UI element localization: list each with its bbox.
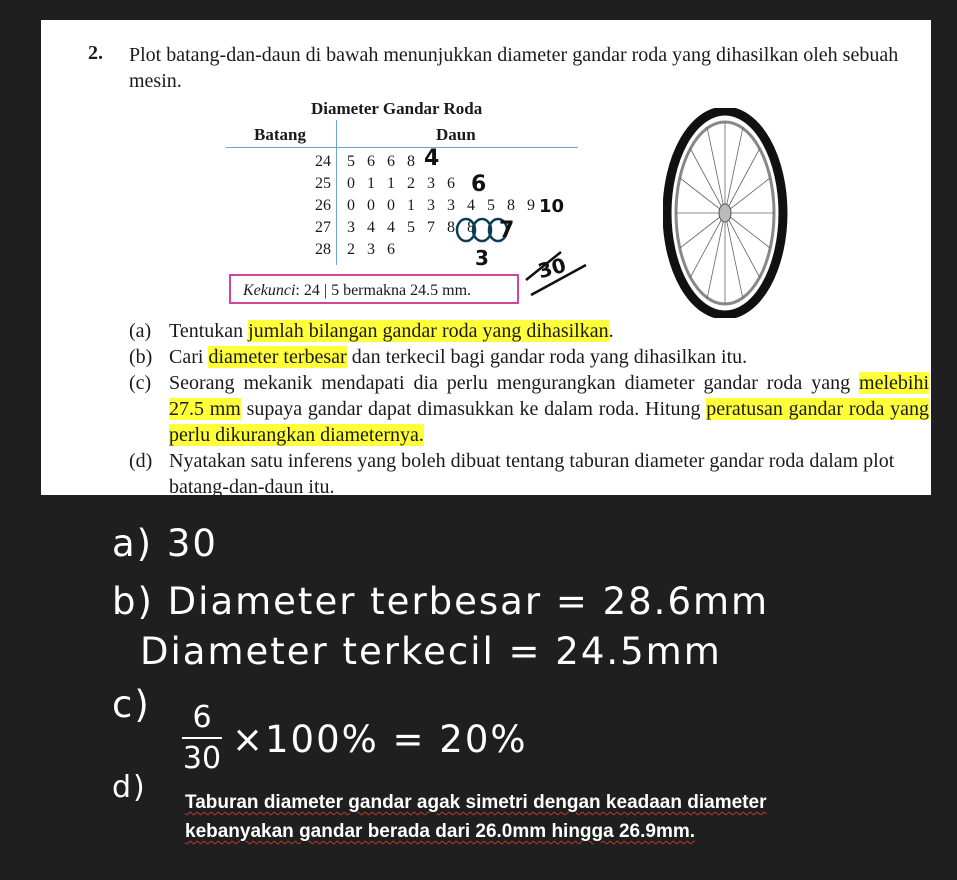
total-strike-ink (521, 240, 591, 300)
part-text: Tentukan (169, 320, 249, 342)
question-parts (129, 318, 929, 500)
stem-header: Batang (254, 125, 306, 144)
answer-c-handwritten: ×100% = 20% (232, 718, 528, 761)
stem-value: 24 (315, 153, 331, 170)
stem-row (226, 153, 578, 175)
question-text: Plot batang-dan-daun di bawah menunjukkan diameter gandar roda yang dihasilkan oleh sebuah mesin. (129, 44, 899, 92)
answer-a-handwritten: a) 30 (112, 522, 218, 565)
fraction-denominator: 30 (182, 741, 222, 776)
question-number: 2. (88, 42, 103, 64)
part-label: (b) (129, 346, 153, 368)
leaf-values: 2 3 6 (347, 241, 399, 258)
stem-row (226, 175, 578, 197)
part-label: (c) (129, 372, 152, 394)
part-c (129, 370, 929, 448)
stem-value: 26 (315, 197, 331, 214)
key-label: Kekunci (243, 282, 296, 299)
part-d (129, 448, 929, 500)
part-text: . (608, 320, 614, 342)
stem-leaf-title: Diameter Gandar Roda (311, 99, 483, 118)
stem-value: 25 (315, 175, 331, 192)
fraction-bar (182, 737, 222, 739)
part-text: supaya gandar dapat dimasukkan ke dalam roda. Hitung (240, 398, 707, 420)
answer-d-label: d) (112, 770, 147, 805)
part-label: (d) (129, 450, 153, 472)
answer-b-smallest-handwritten: Diameter terkecil = 24.5mm (140, 630, 722, 673)
part-a (129, 318, 929, 344)
fraction-6-over-30 (182, 700, 222, 776)
count-annotation: 6 (471, 172, 487, 197)
leaf-values: 0 0 0 1 3 3 4 5 8 9 (347, 197, 539, 214)
stem-leaf-key (229, 274, 519, 304)
count-annotation: 3 (475, 246, 489, 270)
leaf-values: 5 6 6 8 (347, 153, 419, 170)
key-text: : 24 | 5 bermakna 24.5 mm. (295, 282, 472, 299)
part-text: Nyatakan satu inferens yang boleh dibuat tentang taburan diameter gandar roda dalam plot batang-dan-daun itu. (169, 450, 895, 498)
part-label: (a) (129, 320, 152, 342)
part-text: dan terkecil bagi gandar roda yang dihasilkan itu. (346, 346, 748, 368)
part-text: Cari (169, 346, 209, 368)
leaf-values: 3 4 4 5 7 8 8 (347, 219, 479, 236)
leaf-values: 0 1 1 2 3 6 (347, 175, 459, 192)
stem-value: 28 (315, 241, 331, 258)
stem-row (226, 197, 578, 219)
stem-value: 27 (315, 219, 331, 236)
bicycle-wheel-image (663, 108, 788, 318)
textbook-page (41, 20, 931, 498)
highlighted-text: peratusan gandar roda yang perlu dikurangkan diameternya. (169, 398, 929, 446)
count-annotation: 10 (539, 196, 565, 217)
header-divider (226, 147, 578, 148)
answer-d-text (185, 788, 805, 846)
answer-d-body: Taburan diameter gandar agak simetri dengan keadaan diameter kebanyakan gandar berada dari 26.0mm hingga 26.9mm. (185, 792, 767, 842)
answer-b-largest-handwritten: b) Diameter terbesar = 28.6mm (112, 580, 770, 623)
highlighted-text: melebihi 27.5 mm (169, 372, 929, 420)
highlighted-text: diameter terbesar (208, 346, 347, 368)
part-text: Seorang mekanik mendapati dia perlu mengurangkan diameter gandar roda yang (169, 372, 860, 394)
answer-c-label: c) (112, 683, 151, 726)
part-b (129, 344, 929, 370)
count-annotation: 7 (499, 218, 515, 243)
count-annotation: 4 (424, 146, 440, 171)
leaf-header: Daun (436, 125, 476, 144)
stem-row (226, 219, 578, 241)
highlighted-text: jumlah bilangan gandar roda yang dihasilkan (248, 320, 609, 342)
fraction-numerator: 6 (192, 700, 212, 735)
total-annotation: 30 (535, 252, 569, 284)
